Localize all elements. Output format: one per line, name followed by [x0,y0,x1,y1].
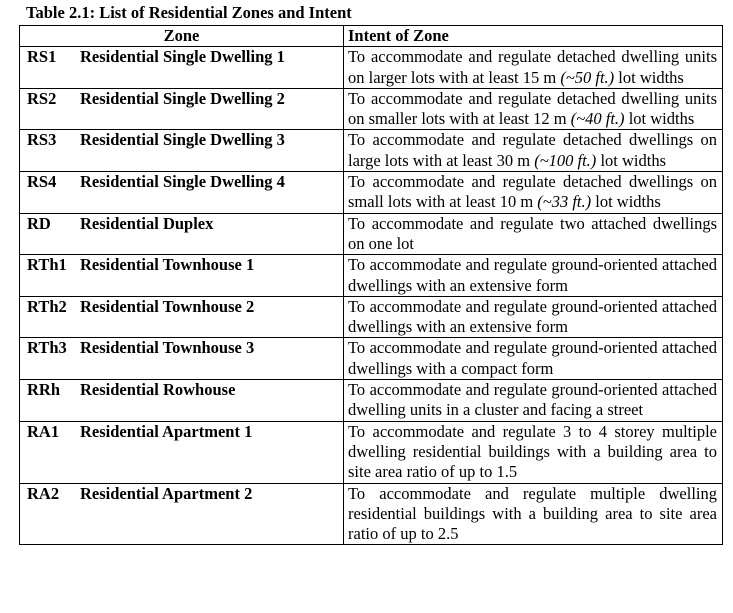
table-row [20,130,723,172]
zone-cell [20,255,344,297]
zone-name: Residential Townhouse 2 [80,296,255,316]
table-caption: Table 2.1: List of Residential Zones and Intent [26,3,352,22]
zone-name: Residential Single Dwelling 2 [80,88,285,108]
intent-cell [344,421,723,483]
intent-cell [344,338,723,380]
zone-name: Residential Single Dwelling 4 [80,172,285,192]
zone-code: RA1 [27,421,60,441]
intent-column-header: Intent of Zone [344,26,723,47]
zone-code: RTh1 [27,255,67,275]
intent-text: To accommodate and regulate ground-oriented attached dwellings with a compact form [348,338,717,378]
intent-text: To accommodate and regulate detached dwellings on small lots with at least 10 m [348,172,717,212]
intent-cell [344,88,723,130]
imperial-width-approx: (~50 ft.) [560,67,615,87]
intent-text: To accommodate and regulate two attached dwellings on one lot [348,213,717,253]
intent-text: To accommodate and regulate ground-oriented attached dwellings with an extensive form [348,255,717,295]
zone-cell [20,296,344,338]
intent-text: To accommodate and regulate detached dwelling units on larger lots with at least 15 m [348,47,717,87]
zone-code: RD [27,213,51,233]
zone-name: Residential Single Dwelling 1 [80,47,285,67]
intent-cell [344,296,723,338]
zone-code: RS1 [27,47,57,67]
table-row [20,255,723,297]
zone-column-header: Zone [20,26,344,47]
intent-cell [344,130,723,172]
intent-cell [344,483,723,545]
intent-text-suffix: lot widths [614,67,684,87]
zone-name: Residential Apartment 1 [80,421,253,441]
zone-cell [20,338,344,380]
zone-name: Residential Rowhouse [80,380,236,400]
zone-code: RTh2 [27,296,67,316]
table-header-row [20,26,723,47]
zone-name: Residential Apartment 2 [80,483,253,503]
imperial-width-approx: (~100 ft.) [534,150,597,170]
intent-text-suffix: lot widths [624,109,695,129]
zone-code: RTh3 [27,338,67,358]
zone-code: RA2 [27,483,60,503]
intent-cell [344,380,723,422]
table-row [20,421,723,483]
zone-code: RS2 [27,88,57,108]
zone-name: Residential Townhouse 1 [80,255,255,275]
zone-cell [20,172,344,214]
table-row [20,483,723,545]
intent-text: To accommodate and regulate multiple dwelling residential buildings with a building area to site area ratio of up to 2.5 [348,483,717,544]
zone-cell [20,380,344,422]
zone-code: RS3 [27,130,57,150]
intent-cell [344,255,723,297]
residential-zones-table [19,25,723,545]
zone-code: RRh [27,380,61,400]
intent-text: To accommodate and regulate ground-oriented attached dwelling units in a cluster and facing a street [348,380,717,420]
table-body [20,47,723,545]
zone-cell [20,421,344,483]
zone-cell [20,47,344,89]
imperial-width-approx: (~33 ft.) [537,192,592,212]
zone-name: Residential Duplex [80,213,214,233]
zone-cell [20,88,344,130]
table-row [20,380,723,422]
table-row [20,338,723,380]
zone-name: Residential Single Dwelling 3 [80,130,285,150]
table-row [20,172,723,214]
zone-name: Residential Townhouse 3 [80,338,255,358]
zone-cell [20,130,344,172]
intent-text: To accommodate and regulate detached dwelling units on smaller lots with at least 12 m [348,88,717,129]
table-row [20,213,723,255]
table-row [20,296,723,338]
imperial-width-approx: (~40 ft.) [570,109,625,129]
intent-text: To accommodate and regulate ground-oriented attached dwellings with an extensive form [348,296,717,337]
table-row [20,88,723,130]
zone-code: RS4 [27,172,57,192]
table-row [20,47,723,89]
zone-cell [20,483,344,545]
intent-text: To accommodate and regulate 3 to 4 storey multiple dwelling residential buildings with a building area to site area ratio of up to 1.5 [348,421,717,482]
intent-text: To accommodate and regulate detached dwellings on large lots with at least 30 m [348,130,717,170]
intent-text-suffix: lot widths [596,150,666,170]
intent-cell [344,47,723,89]
intent-text-suffix: lot widths [591,192,661,212]
zone-cell [20,213,344,255]
intent-cell [344,213,723,255]
intent-cell [344,172,723,214]
